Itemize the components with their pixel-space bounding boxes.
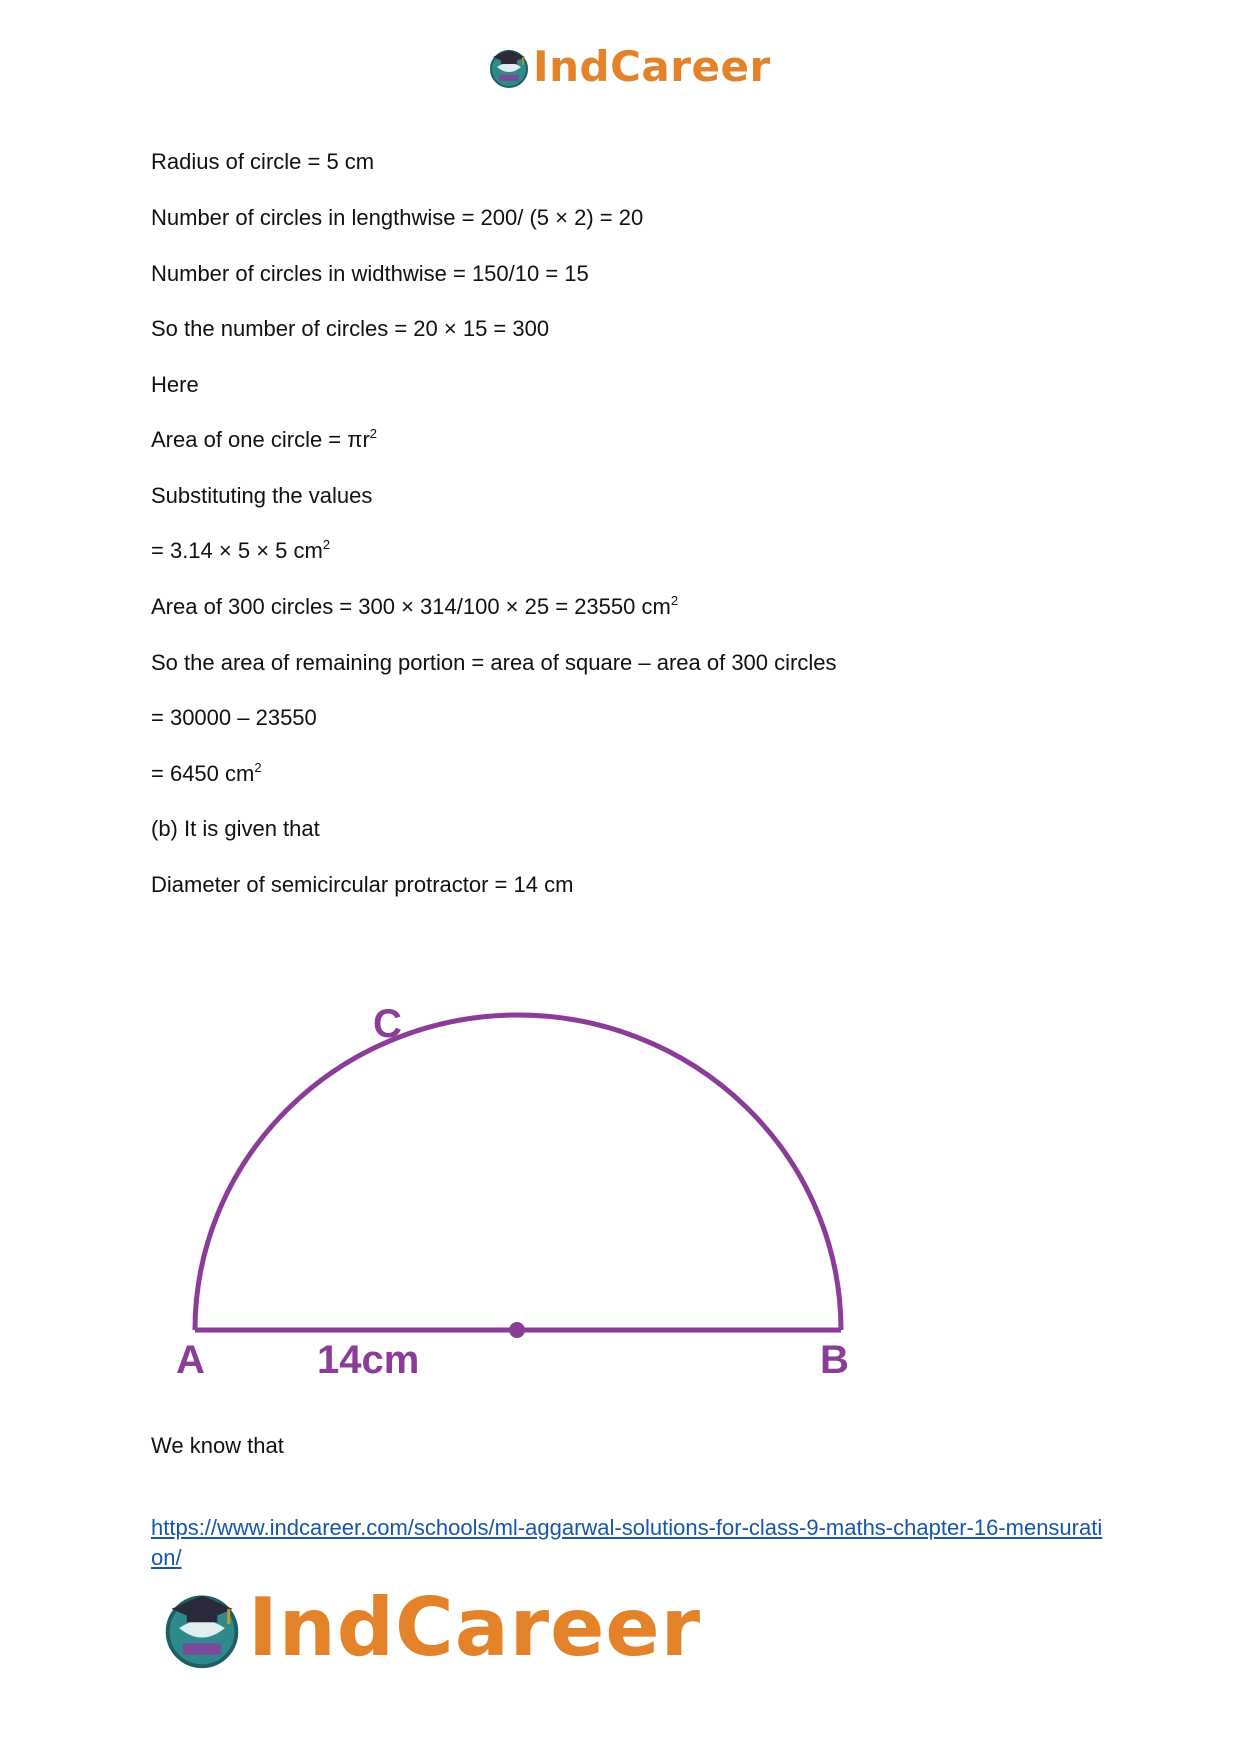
semicircle-protractor-diagram [160,975,880,1395]
header-brand-text: IndCareer [533,42,771,91]
superscript: 2 [670,593,679,608]
graduation-globe-icon [487,45,531,89]
text-line [151,537,330,565]
text-line-base: Area of 300 circles = 300 × 314/100 × 25 = 23550 cm [151,594,671,619]
semicircle-arc [195,1015,841,1330]
graduation-globe-icon [160,1586,244,1670]
label-b: B [820,1338,849,1382]
footer-logo [160,1582,701,1674]
footer-brand-text: IndCareer [248,1581,702,1674]
superscript: 2 [322,537,331,552]
label-c: C [373,1002,402,1046]
text-line-base: = 6450 cm [151,761,255,786]
center-point [509,1322,525,1338]
text-line-base: Area of one circle = πr [151,427,370,452]
source-link[interactable]: https://www.indcareer.com/schools/ml-aggarwal-solutions-for-class-9-maths-chapter-16-mensuration/ [151,1515,1103,1570]
text-line: We know that [151,1433,284,1458]
superscript: 2 [254,760,262,775]
text-line: So the area of remaining portion = area of square – area of 300 circles [151,650,837,675]
text-line [151,593,678,621]
text-line: Diameter of semicircular protractor = 14 cm [151,872,574,897]
text-line: So the number of circles = 20 × 15 = 300 [151,316,550,341]
diameter-label: 14cm [317,1338,420,1382]
text-line-base: = 3.14 × 5 × 5 cm [151,538,323,563]
superscript: 2 [369,426,378,441]
text-line [151,426,377,454]
text-line: Here [151,372,199,397]
text-line: Number of circles in lengthwise = 200/ (5 × 2) = 20 [151,205,644,230]
text-line: Number of circles in widthwise = 150/10 = 15 [151,261,589,286]
text-line: (b) It is given that [151,816,320,841]
text-line: Substituting the values [151,483,373,508]
text-line: = 30000 – 23550 [151,705,317,730]
text-line: Radius of circle = 5 cm [151,149,375,174]
label-a: A [176,1338,205,1382]
header-logo [487,42,771,92]
text-line [151,760,262,788]
